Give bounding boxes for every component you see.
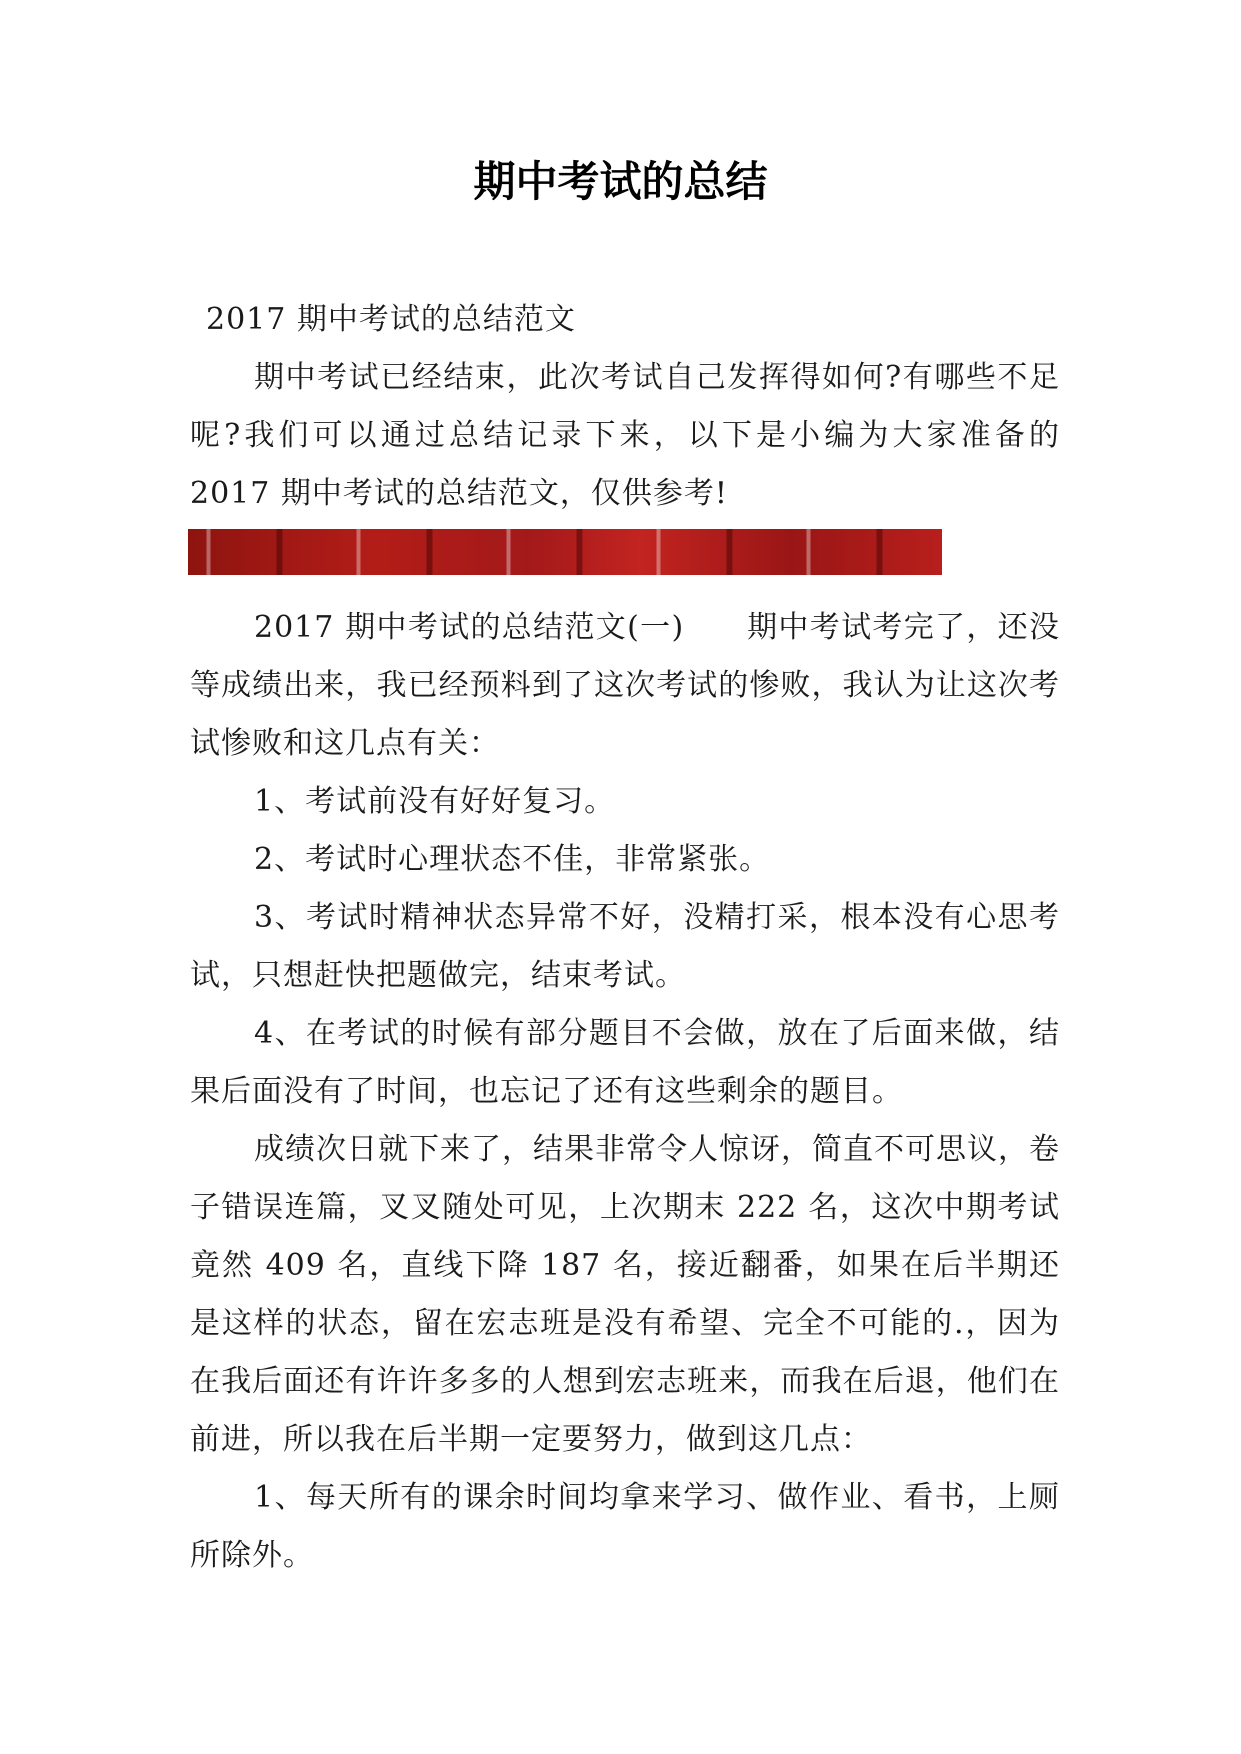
intro-paragraph: 期中考试已经结束，此次考试自己发挥得如何?有哪些不足呢?我们可以通过总结记录下来，以下是小编为大家准备的 2017 期中考试的总结范文，仅供参考! <box>190 360 1060 511</box>
list-item-2: 2、考试时心理状态不佳，非常紧张。 <box>254 842 771 877</box>
subtitle-paragraph: 2017 期中考试的总结范文 <box>206 302 576 337</box>
document-title: 期中考试的总结 <box>473 157 768 206</box>
list-item-3: 3、考试时精神状态异常不好，没精打采，根本没有心思考试，只想赶快把题做完，结束考试。 <box>190 900 1060 993</box>
essay-heading-paragraph: 2017 期中考试的总结范文(一) 期中考试考完了，还没等成绩出来，我已经预料到了这次考试的惨败，我认为让这次考试惨败和这几点有关： <box>190 610 1060 761</box>
list-item-1: 1、考试前没有好好复习。 <box>254 784 616 819</box>
list-item-4: 4、在考试的时候有部分题目不会做，放在了后面来做，结果后面没有了时间，也忘记了还有这些剩余的题目。 <box>190 1016 1060 1109</box>
document-body <box>190 291 1060 1585</box>
banner-image <box>188 529 942 575</box>
plan-item-1: 1、每天所有的课余时间均拿来学习、做作业、看书，上厕所除外。 <box>190 1480 1060 1573</box>
results-paragraph: 成绩次日就下来了，结果非常令人惊讶，简直不可思议，卷子错误连篇，叉叉随处可见，上次期末 222 名，这次中期考试竟然 409 名，直线下降 187 名，接近翻番，如果在后半期还是这样的状态，留在宏志班是没有希望、完全不可能的.，因为在我后面还有许许多多的人想到宏志班来，而我在后退，他们在前进，所以我在后半期一定要努力，做到这几点： <box>190 1132 1060 1457</box>
